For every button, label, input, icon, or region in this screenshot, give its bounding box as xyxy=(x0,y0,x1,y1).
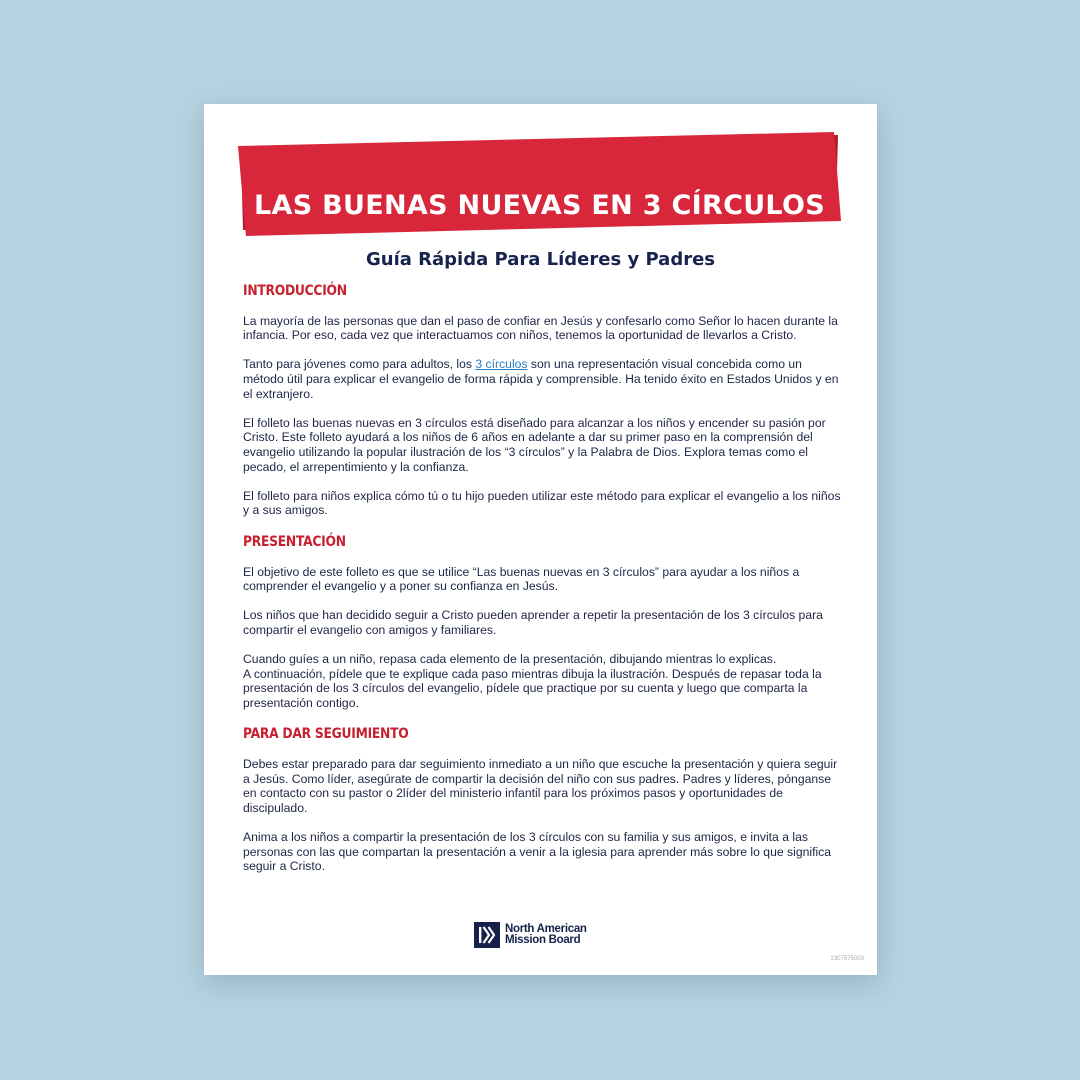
intro-heading: INTRODUCCIÓN xyxy=(243,283,347,299)
intro-paragraph-4: El folleto para niños explica cómo tú o tu hijo pueden utilizar este método para explicar el evangelio a los niños y a sus amigos. xyxy=(243,488,841,518)
namb-logo xyxy=(474,922,587,948)
title-banner xyxy=(238,132,841,236)
followup-heading: PARA DAR SEGUIMIENTO xyxy=(243,726,409,743)
presentation-heading: PRESENTACIÓN xyxy=(243,533,346,550)
intro-paragraph-2 xyxy=(243,357,843,401)
intro-paragraph-2-end: son una representación visual concebida como un método útil para explicar el evangelio de forma rápida y comprensible. Ha tenido éxito en Estados Unidos y en el extranjero. xyxy=(243,357,839,401)
logo-mark-bar xyxy=(479,927,481,943)
presentation-paragraph-1: El objetivo de este folleto es que se utilice “Las buenas nuevas en 3 círculos” para ayudar a los niños a comprender el evangelio y a poner su confianza en Jesús. xyxy=(243,564,800,594)
logo-text xyxy=(505,924,587,947)
document-body xyxy=(243,284,843,888)
logo-mark-background xyxy=(474,922,500,948)
presentation-paragraph-2: Los niños que han decidido seguir a Cristo pueden aprender a repetir la presentación de los 3 círculos para compartir el evangelio con amigos y familiares. xyxy=(243,608,823,637)
chevrons-right-icon xyxy=(474,922,500,948)
document-code: 2307575003 xyxy=(830,956,864,962)
subtitle: Guía Rápida Para Líderes y Padres xyxy=(365,249,715,270)
followup-paragraph-2: Anima a los niños a compartir la presentación de los 3 círculos con su familia y sus amigos, e invita a las personas con las que compartan la presentación a venir a la iglesia para aprender más sobre lo que significa seguir a Cristo. xyxy=(243,830,832,874)
intro-paragraph-3: El folleto las buenas nuevas en 3 círculos está diseñado para alcanzar a los niños y encender su pasión por Cristo. Este folleto ayudará a los niños de 6 años en adelante a dar su primer paso en la comprensión del evangelio utilizando la popular ilustración de los “3 círculos” y la Palabra de Dios. Explora temas como el pecado, el arrepentimiento y la confianza. xyxy=(243,415,826,474)
presentation-paragraph-3-line-1: Cuando guíes a un niño, repasa cada elemento de la presentación, dibujando mientras lo explicas. xyxy=(243,652,777,667)
intro-paragraph-2-start: Tanto para jóvenes como para adultos, los xyxy=(243,357,476,372)
document-page xyxy=(204,104,877,975)
logo-line-1: North American xyxy=(505,922,587,935)
three-circles-link[interactable]: 3 círculos xyxy=(475,357,528,372)
banner-title: LAS BUENAS NUEVAS EN 3 CÍRCULOS xyxy=(254,190,825,221)
presentation-paragraph-3-line-2: A continuación, pídele que te explique cada paso mientras dibuja la ilustración. Después de repasar toda la presentación de los 3 círculos del evangelio, pídele que practique por su cuenta y luego que comparta la presentación contigo. xyxy=(243,666,822,710)
presentation-paragraph-3 xyxy=(243,652,843,710)
intro-paragraph-1: La mayoría de las personas que dan el paso de confiar en Jesús y confesarlo como Señor lo hacen durante la infancia. Por eso, cada vez que interactuamos con niños, tenemos la oportunidad de llevarlos a Cristo. xyxy=(243,313,838,343)
followup-paragraph-1: Debes estar preparado para dar seguimiento inmediato a un niño que escuche la presentación y quiera seguir a Jesús. Como líder, asegúrate de compartir la decisión del niño con sus padres. Padres y líderes, pónganse en contacto con su pastor o 2líder del ministerio infantil para los próximos pasos y oportunidades de discipulado. xyxy=(243,757,838,815)
logo-line-2: Mission Board xyxy=(505,934,581,946)
